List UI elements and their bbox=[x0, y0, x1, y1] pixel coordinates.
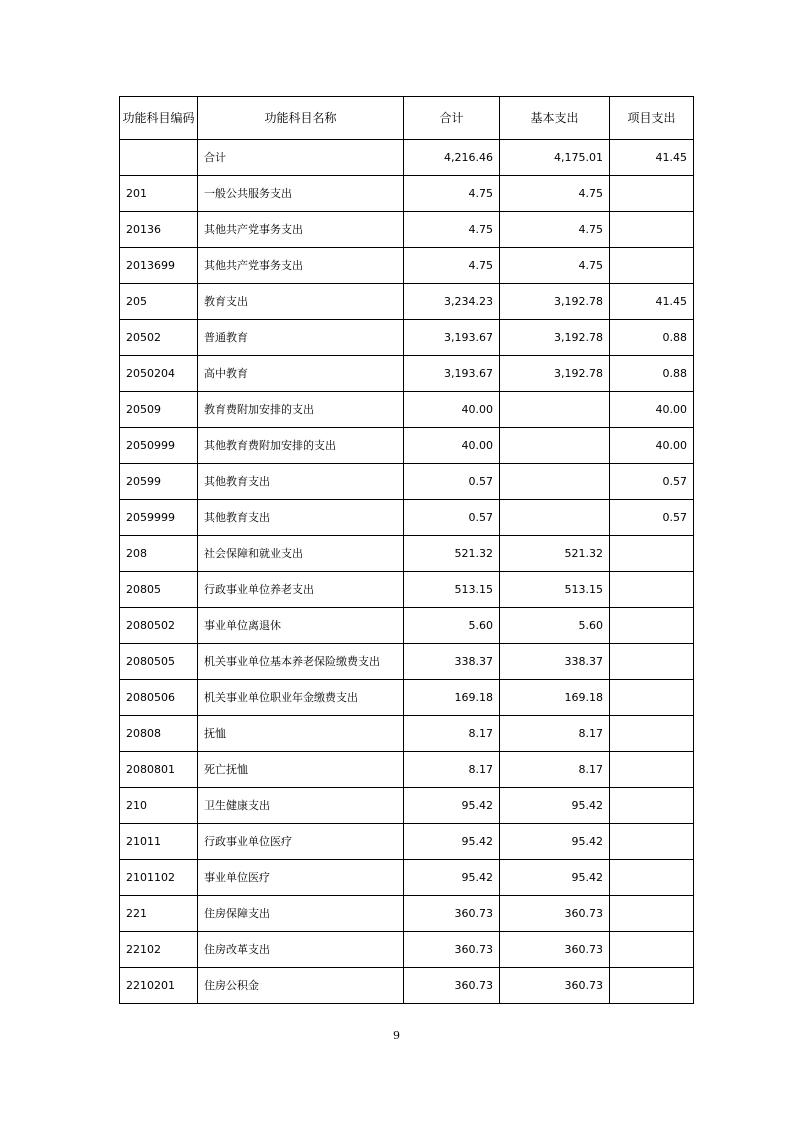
table-row bbox=[120, 860, 694, 896]
cell-function-name: 其他教育费附加安排的支出 bbox=[198, 428, 404, 464]
cell-project-expenditure bbox=[610, 932, 694, 968]
table-row bbox=[120, 212, 694, 248]
cell-total: 5.60 bbox=[404, 608, 500, 644]
cell-function-name: 社会保障和就业支出 bbox=[198, 536, 404, 572]
cell-total: 0.57 bbox=[404, 464, 500, 500]
cell-function-code: 2080506 bbox=[120, 680, 198, 716]
cell-function-code: 22102 bbox=[120, 932, 198, 968]
cell-project-expenditure: 0.88 bbox=[610, 356, 694, 392]
cell-function-code: 20136 bbox=[120, 212, 198, 248]
cell-function-code: 20599 bbox=[120, 464, 198, 500]
cell-project-expenditure bbox=[610, 680, 694, 716]
table-row bbox=[120, 284, 694, 320]
table-row bbox=[120, 968, 694, 1004]
cell-function-code: 2050204 bbox=[120, 356, 198, 392]
cell-function-code: 201 bbox=[120, 176, 198, 212]
cell-basic-expenditure: 360.73 bbox=[500, 896, 610, 932]
cell-basic-expenditure: 5.60 bbox=[500, 608, 610, 644]
table-row bbox=[120, 500, 694, 536]
cell-project-expenditure bbox=[610, 572, 694, 608]
cell-function-code: 208 bbox=[120, 536, 198, 572]
cell-total: 95.42 bbox=[404, 824, 500, 860]
cell-project-expenditure bbox=[610, 896, 694, 932]
table-row bbox=[120, 536, 694, 572]
cell-total: 521.32 bbox=[404, 536, 500, 572]
cell-project-expenditure: 40.00 bbox=[610, 428, 694, 464]
table-row bbox=[120, 788, 694, 824]
cell-basic-expenditure: 360.73 bbox=[500, 932, 610, 968]
cell-function-code: 21011 bbox=[120, 824, 198, 860]
cell-total: 4.75 bbox=[404, 176, 500, 212]
cell-function-name: 死亡抚恤 bbox=[198, 752, 404, 788]
cell-project-expenditure bbox=[610, 248, 694, 284]
cell-basic-expenditure: 3,192.78 bbox=[500, 284, 610, 320]
cell-function-name: 机关事业单位职业年金缴费支出 bbox=[198, 680, 404, 716]
cell-project-expenditure: 41.45 bbox=[610, 140, 694, 176]
cell-project-expenditure bbox=[610, 788, 694, 824]
cell-project-expenditure bbox=[610, 860, 694, 896]
cell-total: 169.18 bbox=[404, 680, 500, 716]
header-project-expenditure: 项目支出 bbox=[610, 97, 694, 140]
cell-project-expenditure bbox=[610, 716, 694, 752]
cell-total: 360.73 bbox=[404, 968, 500, 1004]
cell-basic-expenditure: 4,175.01 bbox=[500, 140, 610, 176]
cell-function-name: 卫生健康支出 bbox=[198, 788, 404, 824]
cell-function-code: 2059999 bbox=[120, 500, 198, 536]
cell-function-code: 2101102 bbox=[120, 860, 198, 896]
table-row bbox=[120, 752, 694, 788]
cell-function-name: 高中教育 bbox=[198, 356, 404, 392]
cell-project-expenditure: 40.00 bbox=[610, 392, 694, 428]
cell-function-name: 一般公共服务支出 bbox=[198, 176, 404, 212]
cell-total: 4,216.46 bbox=[404, 140, 500, 176]
cell-project-expenditure bbox=[610, 176, 694, 212]
table-row bbox=[120, 680, 694, 716]
header-function-code: 功能科目编码 bbox=[120, 97, 198, 140]
table-row bbox=[120, 356, 694, 392]
cell-total: 3,193.67 bbox=[404, 320, 500, 356]
cell-basic-expenditure: 521.32 bbox=[500, 536, 610, 572]
cell-basic-expenditure: 95.42 bbox=[500, 824, 610, 860]
cell-total: 95.42 bbox=[404, 860, 500, 896]
cell-function-name: 抚恤 bbox=[198, 716, 404, 752]
cell-function-code: 20502 bbox=[120, 320, 198, 356]
cell-function-name: 机关事业单位基本养老保险缴费支出 bbox=[198, 644, 404, 680]
cell-project-expenditure bbox=[610, 608, 694, 644]
budget-expenditure-table bbox=[119, 96, 694, 1004]
cell-project-expenditure bbox=[610, 212, 694, 248]
cell-total: 8.17 bbox=[404, 752, 500, 788]
cell-project-expenditure: 41.45 bbox=[610, 284, 694, 320]
cell-function-name: 事业单位医疗 bbox=[198, 860, 404, 896]
cell-basic-expenditure: 513.15 bbox=[500, 572, 610, 608]
cell-function-code: 20808 bbox=[120, 716, 198, 752]
cell-function-code bbox=[120, 140, 198, 176]
table-row bbox=[120, 896, 694, 932]
cell-function-name: 住房保障支出 bbox=[198, 896, 404, 932]
cell-basic-expenditure: 169.18 bbox=[500, 680, 610, 716]
cell-project-expenditure bbox=[610, 752, 694, 788]
cell-basic-expenditure: 8.17 bbox=[500, 716, 610, 752]
header-total: 合计 bbox=[404, 97, 500, 140]
cell-function-name: 行政事业单位养老支出 bbox=[198, 572, 404, 608]
cell-function-name: 教育费附加安排的支出 bbox=[198, 392, 404, 428]
cell-function-code: 2080505 bbox=[120, 644, 198, 680]
cell-function-code: 20805 bbox=[120, 572, 198, 608]
cell-function-code: 2050999 bbox=[120, 428, 198, 464]
table-body bbox=[120, 97, 694, 1004]
cell-total: 4.75 bbox=[404, 248, 500, 284]
cell-basic-expenditure: 3,192.78 bbox=[500, 356, 610, 392]
cell-function-name: 其他共产党事务支出 bbox=[198, 212, 404, 248]
cell-project-expenditure bbox=[610, 536, 694, 572]
cell-total: 40.00 bbox=[404, 428, 500, 464]
table-row bbox=[120, 320, 694, 356]
table-row bbox=[120, 608, 694, 644]
cell-function-name: 住房改革支出 bbox=[198, 932, 404, 968]
cell-function-name: 住房公积金 bbox=[198, 968, 404, 1004]
cell-basic-expenditure bbox=[500, 464, 610, 500]
cell-total: 40.00 bbox=[404, 392, 500, 428]
table-row bbox=[120, 464, 694, 500]
cell-basic-expenditure bbox=[500, 392, 610, 428]
cell-function-name: 行政事业单位医疗 bbox=[198, 824, 404, 860]
table-header-row bbox=[120, 97, 694, 140]
cell-function-name: 合计 bbox=[198, 140, 404, 176]
cell-basic-expenditure: 95.42 bbox=[500, 860, 610, 896]
cell-function-code: 210 bbox=[120, 788, 198, 824]
cell-basic-expenditure: 3,192.78 bbox=[500, 320, 610, 356]
cell-basic-expenditure: 95.42 bbox=[500, 788, 610, 824]
cell-total: 3,193.67 bbox=[404, 356, 500, 392]
table-row bbox=[120, 248, 694, 284]
cell-function-name: 其他共产党事务支出 bbox=[198, 248, 404, 284]
cell-total: 360.73 bbox=[404, 932, 500, 968]
table-row bbox=[120, 572, 694, 608]
cell-project-expenditure: 0.57 bbox=[610, 464, 694, 500]
cell-total: 513.15 bbox=[404, 572, 500, 608]
cell-function-code: 205 bbox=[120, 284, 198, 320]
cell-total: 360.73 bbox=[404, 896, 500, 932]
cell-total: 338.37 bbox=[404, 644, 500, 680]
cell-total: 3,234.23 bbox=[404, 284, 500, 320]
cell-project-expenditure bbox=[610, 644, 694, 680]
table-row bbox=[120, 824, 694, 860]
cell-project-expenditure bbox=[610, 824, 694, 860]
cell-total: 0.57 bbox=[404, 500, 500, 536]
cell-basic-expenditure: 4.75 bbox=[500, 176, 610, 212]
cell-total: 95.42 bbox=[404, 788, 500, 824]
table-row bbox=[120, 644, 694, 680]
cell-function-code: 2013699 bbox=[120, 248, 198, 284]
cell-total: 4.75 bbox=[404, 212, 500, 248]
table-row bbox=[120, 932, 694, 968]
cell-total: 8.17 bbox=[404, 716, 500, 752]
cell-function-name: 其他教育支出 bbox=[198, 500, 404, 536]
cell-basic-expenditure: 4.75 bbox=[500, 248, 610, 284]
cell-basic-expenditure: 8.17 bbox=[500, 752, 610, 788]
cell-function-name: 事业单位离退休 bbox=[198, 608, 404, 644]
cell-basic-expenditure: 338.37 bbox=[500, 644, 610, 680]
header-function-name: 功能科目名称 bbox=[198, 97, 404, 140]
header-basic-expenditure: 基本支出 bbox=[500, 97, 610, 140]
page-number: 9 bbox=[393, 1029, 400, 1042]
cell-function-name: 其他教育支出 bbox=[198, 464, 404, 500]
cell-function-code: 2210201 bbox=[120, 968, 198, 1004]
table-row bbox=[120, 392, 694, 428]
cell-project-expenditure bbox=[610, 968, 694, 1004]
table-row bbox=[120, 140, 694, 176]
cell-function-code: 2080801 bbox=[120, 752, 198, 788]
cell-function-code: 2080502 bbox=[120, 608, 198, 644]
cell-function-name: 普通教育 bbox=[198, 320, 404, 356]
cell-basic-expenditure: 4.75 bbox=[500, 212, 610, 248]
cell-basic-expenditure bbox=[500, 428, 610, 464]
cell-basic-expenditure bbox=[500, 500, 610, 536]
cell-function-code: 20509 bbox=[120, 392, 198, 428]
table-row bbox=[120, 428, 694, 464]
cell-basic-expenditure: 360.73 bbox=[500, 968, 610, 1004]
cell-function-code: 221 bbox=[120, 896, 198, 932]
table-row bbox=[120, 716, 694, 752]
cell-function-name: 教育支出 bbox=[198, 284, 404, 320]
cell-project-expenditure: 0.88 bbox=[610, 320, 694, 356]
table-row bbox=[120, 176, 694, 212]
cell-project-expenditure: 0.57 bbox=[610, 500, 694, 536]
